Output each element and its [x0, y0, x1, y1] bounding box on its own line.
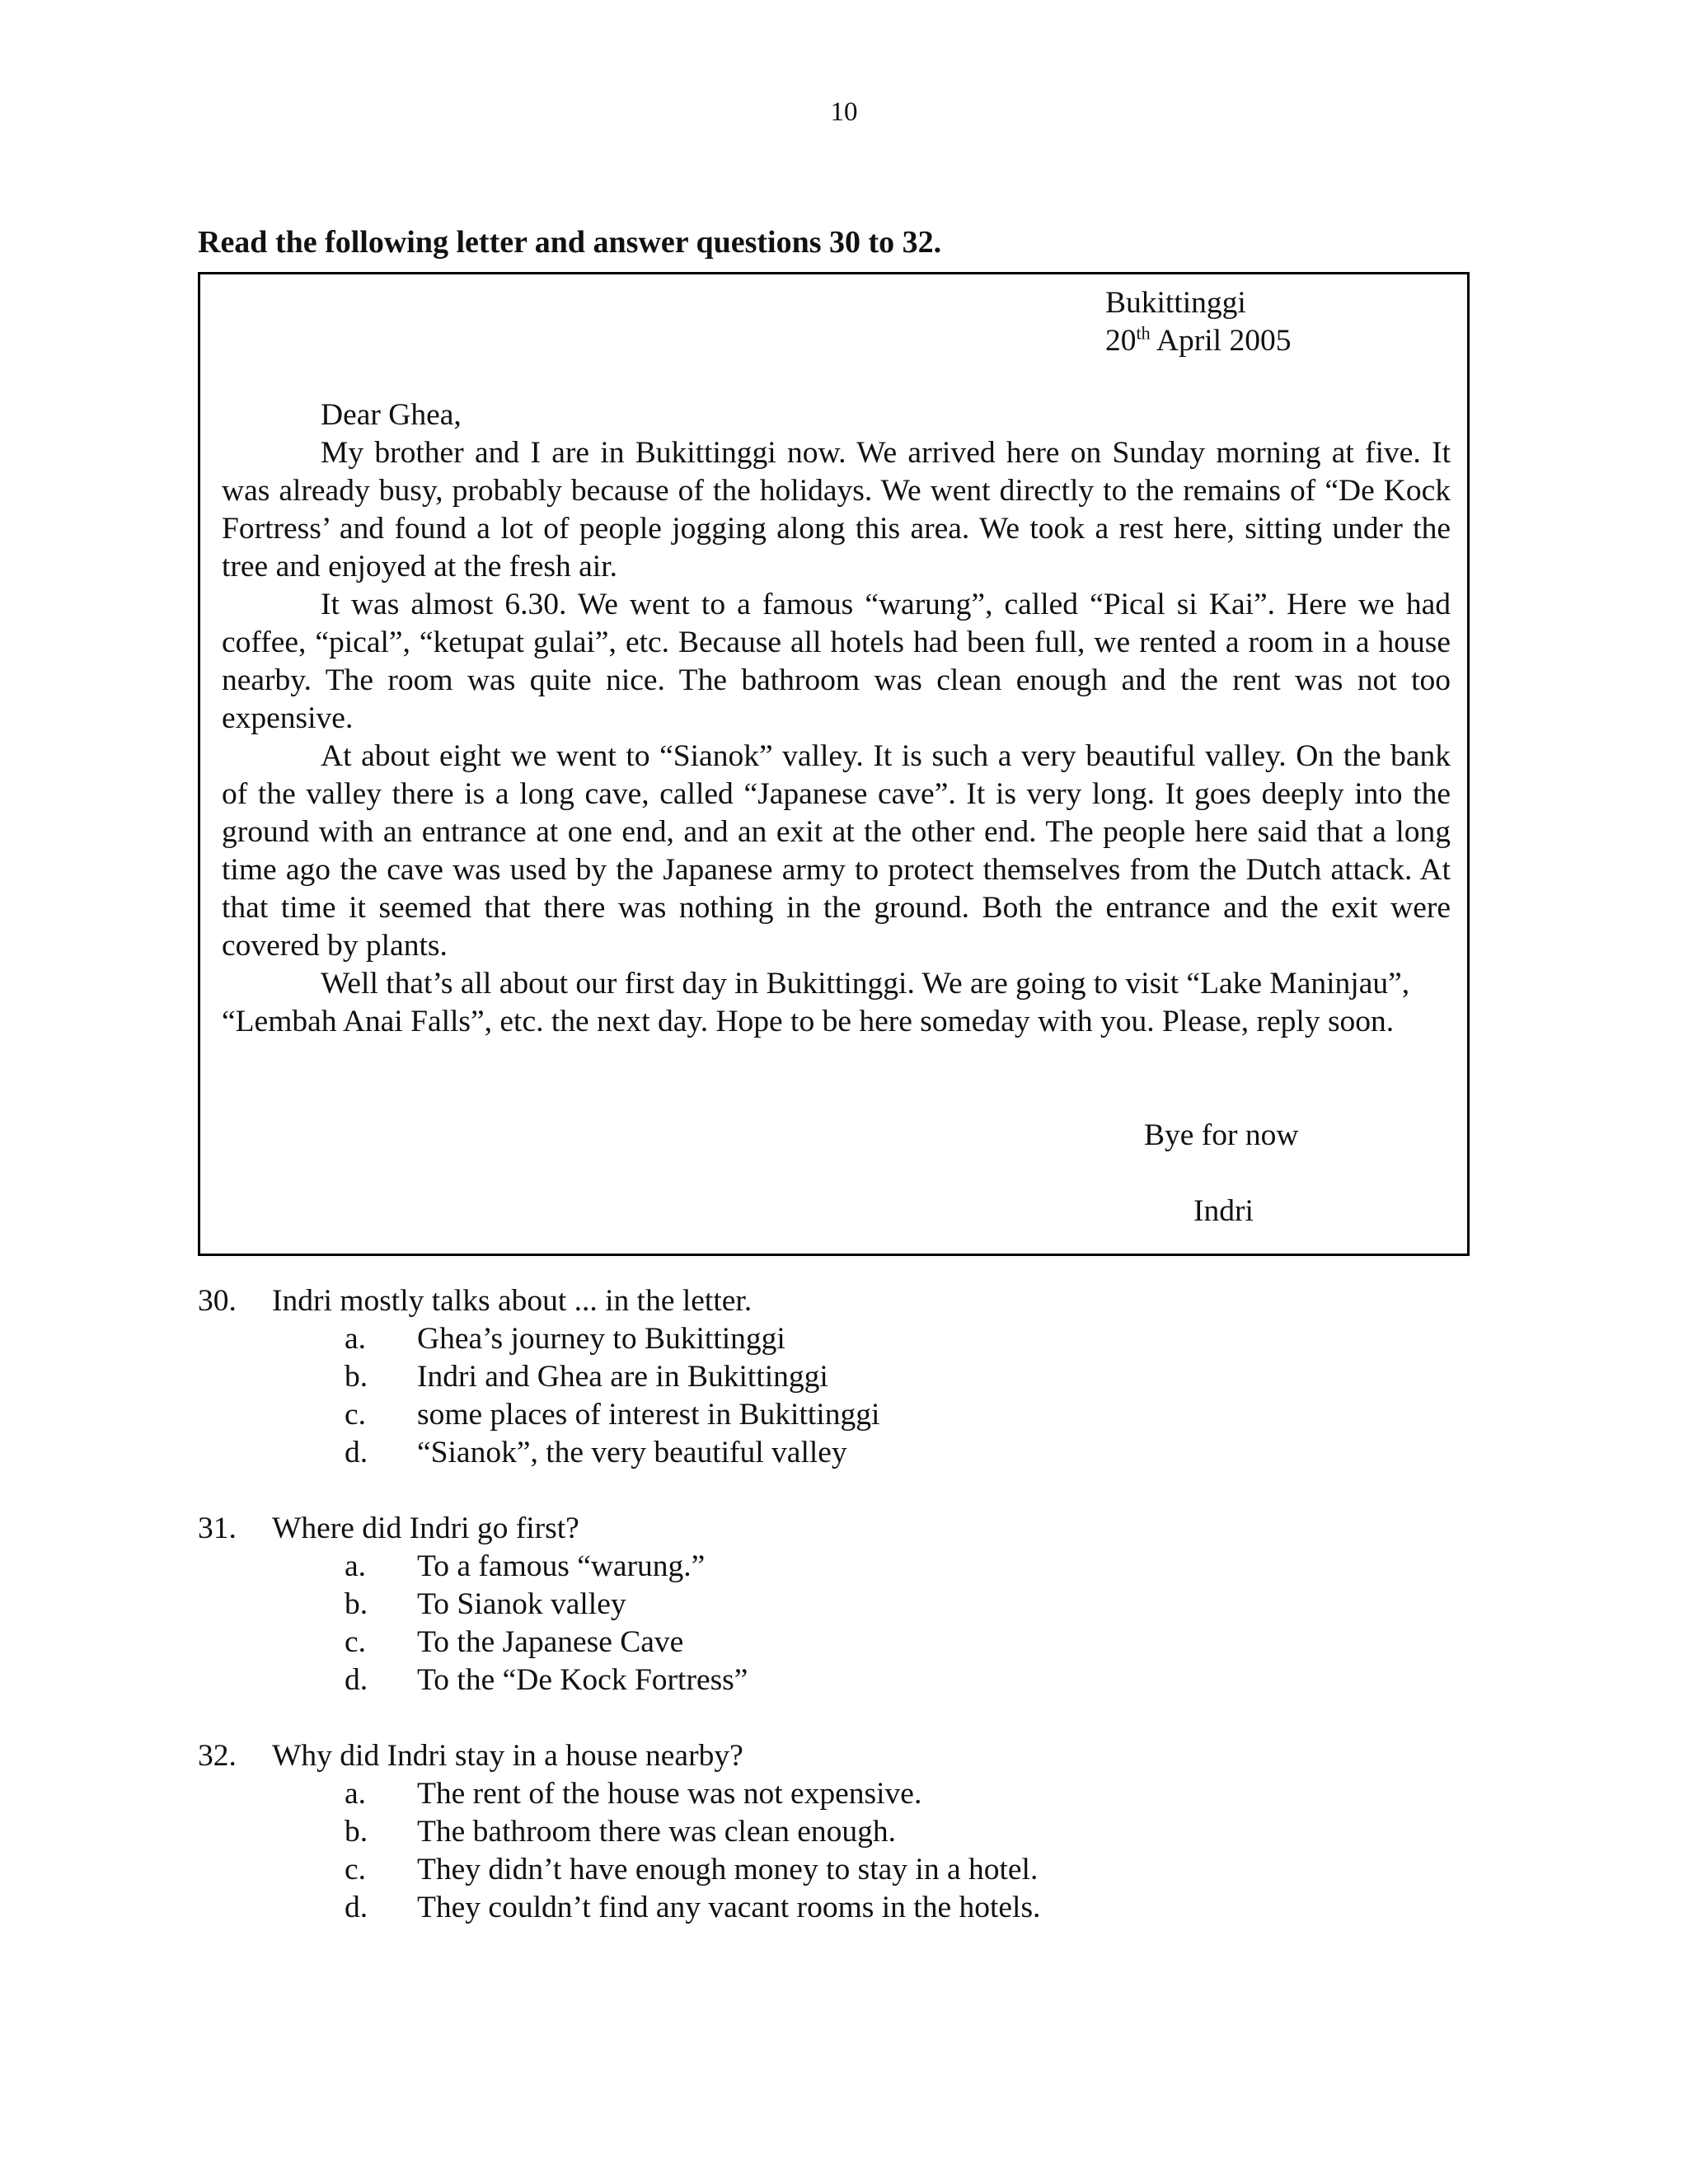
- option-letter: d.: [345, 1663, 368, 1697]
- letter-salutation: Dear Ghea,: [321, 398, 462, 432]
- option-text: They didn’t have enough money to stay in a hotel.: [417, 1853, 1039, 1886]
- option-text: To the Japanese Cave: [417, 1625, 684, 1659]
- option-text: some places of interest in Bukittinggi: [417, 1398, 880, 1432]
- question-stem: Where did Indri go first?: [272, 1511, 579, 1545]
- option-letter: c.: [345, 1398, 367, 1432]
- option-text: “Sianok”, the very beautiful valley: [417, 1436, 847, 1469]
- option-text: They couldn’t find any vacant rooms in the hotels.: [417, 1891, 1041, 1924]
- letter-paragraph-4: Well that’s all about our first day in Bukittinggi. We are going to visit “Lake Maninjau”, “Lembah Anai Falls”, etc. the next day. Hope to be here someday with you. Please, reply soon.: [222, 967, 1410, 1038]
- option-letter: a.: [345, 1322, 367, 1356]
- letter-paragraph-1: My brother and I are in Bukittinggi now. We arrived here on Sunday morning at five. It was already busy, probably because of the holidays. We went directly to the remains of “De Kock Fortress’ and found a lot of people jogging along this area. We took a rest here, sitting under the tree and enjoyed at the fresh air.: [222, 436, 1451, 583]
- option-letter: b.: [345, 1360, 368, 1394]
- option-letter: d.: [345, 1436, 368, 1469]
- letter-paragraph-3: At about eight we went to “Sianok” valley. It is such a very beautiful valley. On the bank of the valley there is a long cave, called “Japanese cave”. It is very long. It goes deeply into the ground with an entrance at one end, and an exit at the other end. The people here said that a long time ago the cave was used by the Japanese army to protect themselves from the Dutch attack. At that time it seemed that there was nothing in the ground. Both the entrance and the exit were covered by plants.: [222, 739, 1451, 963]
- page-number: 10: [830, 97, 858, 127]
- option-letter: c.: [345, 1625, 367, 1659]
- option-letter: a.: [345, 1777, 367, 1811]
- question-stem: Why did Indri stay in a house nearby?: [272, 1739, 743, 1773]
- question-number: 32.: [198, 1739, 237, 1773]
- date-day: 20: [1105, 324, 1137, 358]
- letter-date: [1105, 322, 1291, 360]
- option-text: The bathroom there was clean enough.: [417, 1815, 897, 1849]
- date-month-year: April 2005: [1150, 324, 1292, 358]
- date-suffix: th: [1136, 322, 1151, 344]
- option-text: To a famous “warung.”: [417, 1549, 706, 1583]
- option-letter: b.: [345, 1587, 368, 1621]
- option-text: The rent of the house was not expensive.: [417, 1777, 922, 1811]
- question-number: 31.: [198, 1511, 237, 1545]
- question-stem: Indri mostly talks about ... in the letter.: [272, 1284, 753, 1318]
- option-text: Indri and Ghea are in Bukittinggi: [417, 1360, 828, 1394]
- letter-paragraph-2: It was almost 6.30. We went to a famous “warung”, called “Pical si Kai”. Here we had coffee, “pical”, “ketupat gulai”, etc. Because all hotels had been full, we rented a room in a house nearby. The room was quite nice. The bathroom was clean enough and the rent was not too expensive.: [222, 588, 1451, 735]
- instruction-heading: Read the following letter and answer questions 30 to 32.: [198, 225, 942, 260]
- option-text: Ghea’s journey to Bukittinggi: [417, 1322, 785, 1356]
- letter-box: [198, 272, 1470, 1256]
- letter-place: Bukittinggi: [1105, 286, 1246, 320]
- option-text: To the “De Kock Fortress”: [417, 1663, 748, 1697]
- option-letter: a.: [345, 1549, 367, 1583]
- option-text: To Sianok valley: [417, 1587, 626, 1621]
- letter-closing: Bye for now: [1144, 1118, 1299, 1152]
- letter-signature: Indri: [1193, 1194, 1254, 1228]
- option-letter: d.: [345, 1891, 368, 1924]
- option-letter: b.: [345, 1815, 368, 1849]
- option-letter: c.: [345, 1853, 367, 1886]
- question-number: 30.: [198, 1284, 237, 1318]
